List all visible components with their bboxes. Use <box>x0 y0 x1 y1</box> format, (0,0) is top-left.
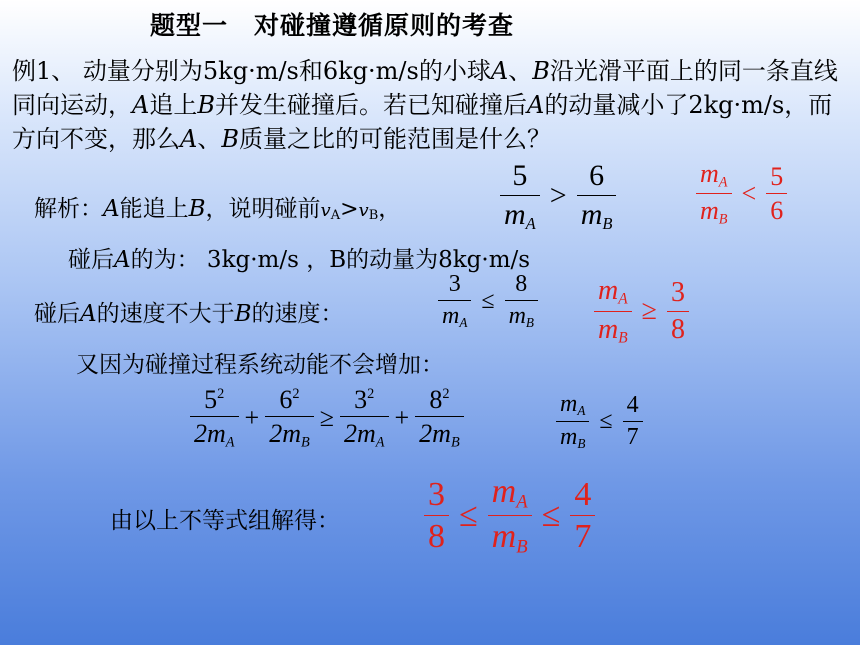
fraction <box>488 474 532 557</box>
fraction-bar <box>594 311 632 312</box>
mass-symbol: m <box>598 275 619 306</box>
fraction-bar <box>438 300 471 301</box>
inequality-sign: ≤ <box>459 496 478 534</box>
fraction-bar <box>577 195 617 196</box>
fraction-bar <box>505 300 538 301</box>
fraction <box>766 163 787 225</box>
fraction <box>696 160 732 228</box>
problem-part: 追上 <box>149 91 198 119</box>
mass-subscript: B <box>577 435 586 451</box>
ball-a: A <box>180 125 198 153</box>
denominator <box>265 420 314 450</box>
numerator <box>556 392 589 418</box>
ball-a: A <box>103 196 120 222</box>
mass-symbol: m <box>580 197 603 231</box>
ball-a: A <box>132 91 150 119</box>
fraction <box>415 386 464 451</box>
numerator <box>200 386 228 413</box>
fraction-bar <box>696 193 732 194</box>
numerator: 3 <box>671 277 686 309</box>
numerator: 4 <box>574 475 592 513</box>
denominator <box>438 304 471 330</box>
denominator: 7 <box>574 518 592 556</box>
fraction-bar <box>190 416 239 417</box>
denominator: 8 <box>671 313 686 345</box>
fraction <box>556 392 589 451</box>
denominator <box>556 425 589 451</box>
ball-a: A <box>114 247 131 273</box>
greater-than: > <box>340 197 359 222</box>
mass-subscript: A <box>459 315 468 331</box>
analysis-text: 能追上 <box>119 196 189 222</box>
mass-subscript: B <box>516 536 528 558</box>
exponent: 2 <box>217 386 225 402</box>
fraction <box>623 393 643 450</box>
mass-subscript: A <box>618 290 628 308</box>
base: 8 <box>429 385 443 414</box>
mass-subscript: B <box>300 434 310 451</box>
separator: 、 <box>197 125 222 153</box>
numerator <box>594 276 632 308</box>
fraction-bar <box>340 416 389 417</box>
line-text: 碰后 <box>68 247 114 273</box>
inequality-sign: ≤ <box>541 496 561 534</box>
mass-symbol: m <box>700 196 719 226</box>
mass-symbol: m <box>598 313 619 345</box>
inequality-sign: < <box>741 178 757 208</box>
problem-part: 质量之比的可能范围是什么？ <box>238 125 551 153</box>
velocity-b-subscript: B <box>368 208 379 223</box>
numerator: 5 <box>770 161 784 191</box>
ball-a: A <box>526 91 545 119</box>
fraction-bar <box>415 416 464 417</box>
ball-a: A <box>80 301 97 327</box>
denominator <box>340 420 389 450</box>
denominator <box>505 304 538 330</box>
fraction <box>340 386 389 451</box>
velocity-condition-line <box>34 295 344 328</box>
fraction <box>500 160 540 232</box>
mass-symbol: m <box>508 303 526 330</box>
fraction-bar <box>500 195 540 196</box>
mass-subscript: B <box>618 329 628 347</box>
ball-b: B <box>234 301 252 327</box>
denominator: 6 <box>770 196 784 226</box>
fraction-bar <box>667 311 689 312</box>
analysis-text: ，说明碰前 <box>205 196 321 222</box>
momentum-inequality <box>500 160 616 232</box>
mass-subscript: B <box>718 211 728 228</box>
mass-subscript: A <box>718 174 728 191</box>
inequality-sign: > <box>549 178 567 212</box>
plus-sign: + <box>244 403 260 433</box>
mass-term: 2m <box>419 419 451 449</box>
inequality-sign: ≤ <box>599 407 613 434</box>
fraction-bar <box>766 193 787 194</box>
base: 5 <box>204 385 218 414</box>
numerator <box>275 386 303 413</box>
mass-subscript: B <box>450 434 460 451</box>
numerator <box>425 386 453 413</box>
ball-b: B <box>221 125 239 153</box>
denominator: 8 <box>428 518 445 556</box>
numerator <box>696 160 732 190</box>
fraction <box>438 272 471 330</box>
exponent: 2 <box>442 386 450 402</box>
denominator: 7 <box>626 423 639 450</box>
plus-sign: + <box>394 403 410 433</box>
velocity-b: v <box>358 200 369 221</box>
analysis-line <box>34 190 401 223</box>
mass-symbol: m <box>491 518 517 556</box>
kinetic-energy-condition-line: 又因为碰撞过程系统动能不会增加： <box>76 352 444 378</box>
slide-title: 题型一 对碰撞遵循原则的考查 <box>150 11 515 40</box>
separator: 、 <box>508 57 533 85</box>
result-inequality-1 <box>696 160 787 228</box>
analysis-label: 解析： <box>34 196 103 222</box>
fraction-bar <box>623 421 643 422</box>
mass-subscript: B <box>525 315 534 331</box>
fraction-bar <box>570 515 595 516</box>
inequality-sign: ≥ <box>641 295 658 327</box>
ball-b: B <box>197 91 215 119</box>
fraction-bar <box>265 416 314 417</box>
denominator <box>415 420 464 450</box>
exponent: 2 <box>367 386 375 402</box>
fraction <box>570 477 595 555</box>
final-answer-inequality <box>424 474 595 557</box>
line-text: 的速度不大于 <box>96 301 235 327</box>
velocity-a-subscript: A <box>330 208 341 223</box>
mass-symbol: m <box>504 197 526 231</box>
fraction <box>424 477 449 555</box>
result-inequality-2 <box>594 276 689 347</box>
energy-result-inequality <box>556 392 643 451</box>
fraction <box>577 160 617 232</box>
numerator <box>488 474 532 512</box>
problem-part: 并发生碰撞后。若已知碰撞后 <box>214 91 527 119</box>
mass-symbol: m <box>560 391 578 417</box>
fraction <box>594 276 632 347</box>
numerator: 3 <box>448 271 461 297</box>
line-text: 碰后 <box>34 301 80 327</box>
mass-symbol: m <box>491 473 517 510</box>
denominator <box>577 199 617 232</box>
inequality-sign: ≥ <box>319 403 334 433</box>
after-collision-momentum-line <box>68 241 530 274</box>
numerator: 5 <box>512 159 528 192</box>
analysis-comma: ， <box>378 196 402 222</box>
problem-part: 动量分别为5kg·m/s和6kg·m/s的小球 <box>75 57 491 85</box>
denominator <box>594 315 632 347</box>
numerator: 3 <box>428 475 445 513</box>
mass-subscript: A <box>375 434 385 451</box>
fraction-bar <box>424 515 449 516</box>
inequality-sign: ≤ <box>481 287 495 314</box>
example-label: 例1、 <box>12 57 76 85</box>
velocity-a: v <box>320 200 331 221</box>
fraction <box>265 386 314 451</box>
mass-term: 2m <box>194 419 226 449</box>
numerator: 6 <box>589 159 605 192</box>
problem-text <box>12 54 848 156</box>
fraction <box>505 272 538 330</box>
denominator <box>488 519 532 557</box>
velocity-inequality <box>438 272 538 330</box>
numerator <box>350 386 378 413</box>
fraction-bar <box>556 421 589 422</box>
mass-symbol: m <box>442 303 460 330</box>
ball-a: A <box>490 57 509 85</box>
mass-subscript: A <box>516 491 528 513</box>
conclusion-line: 由以上不等式组解得： <box>110 508 340 534</box>
base: 6 <box>279 385 293 414</box>
base: 3 <box>354 385 368 414</box>
fraction <box>190 386 239 451</box>
line-text: 的为： 3kg·m/s ，B的动量为8kg·m/s <box>130 247 531 273</box>
fraction <box>667 278 689 344</box>
problem-part: 沿光滑平面上的同一条直线同向运动， <box>12 57 838 119</box>
numerator: 8 <box>515 271 528 297</box>
ball-b: B <box>188 196 206 222</box>
denominator <box>696 197 732 227</box>
mass-symbol: m <box>700 159 719 188</box>
numerator: 4 <box>626 391 639 418</box>
problem-part: 的动量减小了2kg·m/s，而方向不变，那么 <box>12 91 833 153</box>
mass-term: 2m <box>343 419 376 449</box>
mass-subscript: A <box>525 213 536 233</box>
mass-subscript: A <box>225 434 235 451</box>
denominator <box>500 199 540 232</box>
ball-b: B <box>532 57 550 85</box>
mass-subscript: B <box>602 213 613 233</box>
fraction-bar <box>488 515 532 516</box>
mass-term: 2m <box>269 419 301 449</box>
mass-symbol: m <box>560 423 578 450</box>
energy-inequality <box>190 386 464 451</box>
mass-subscript: A <box>577 402 586 418</box>
exponent: 2 <box>292 386 300 402</box>
denominator <box>190 420 239 450</box>
line-text: 的速度： <box>251 301 344 327</box>
